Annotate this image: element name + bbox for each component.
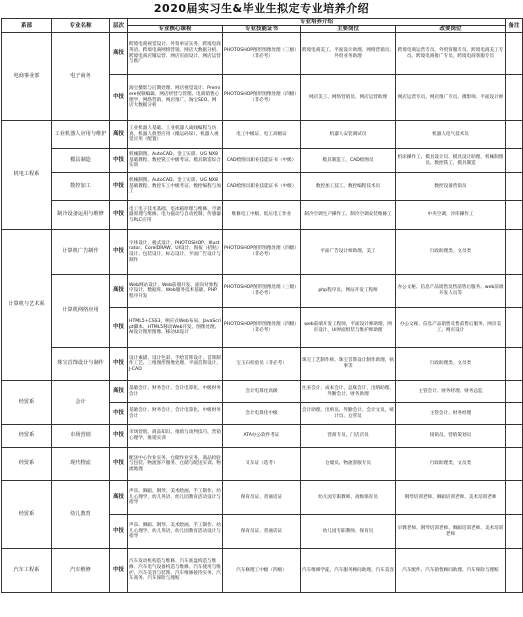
courses-cell: 市场营销、商品知识、推销与谈判技巧、营销心理学、推销实训 — [128, 425, 223, 448]
courses-cell: 跨境电商视觉设计、外贸单证实务、跨境电商英语、跨境电商网络营销、网店大数据分析、跨境电商店铺运营、网店页面设计、网店运营与推广 — [128, 33, 223, 75]
jobs-cell: 机器人安装调试员 — [301, 121, 396, 149]
jobs-cell: 营商专员、门店店员 — [301, 425, 396, 448]
remarks-cell — [506, 381, 523, 403]
system-cell: 计算机与艺术系 — [2, 230, 52, 381]
level-cell: 高技 — [110, 381, 128, 403]
level-cell: 中技 — [110, 149, 128, 173]
remarks-cell — [506, 33, 523, 75]
system-cell: 汽车工程系 — [2, 549, 52, 593]
table-row — [2, 348, 523, 381]
major-cell: 模具制造 — [52, 149, 110, 173]
courses-cell: 电工电子技术基础、电冰箱原理与维修、空调器原理与维修、电力拖动与自动控制、传感器与PLC应用 — [128, 201, 223, 230]
remarks-cell — [506, 121, 523, 149]
positions-cell: 数控设备营销员 — [396, 173, 506, 201]
positions-cell: 办公文秘、信息产品销售及售前售后服务、网页美工、网页设计 — [396, 308, 506, 348]
jobs-cell: 跨境电商美工、平面设计助理、网络营销员、外贸业务助理 — [301, 33, 396, 75]
positions-cell: 主管会计、财务经理 — [396, 403, 506, 425]
jobs-cell: 制冷空调生产操作工、制冷空调安装维修工 — [301, 201, 396, 230]
positions-cell: 汽车配件、汽车销售顾问助理、汽车保险与理赔 — [396, 549, 506, 593]
courses-cell: 汽车发动机构造与维修、汽车底盘构造与维修、汽车电气设备构造与维修、汽车使用与维护、汽车美容与装饰、汽车维修接待实务、汽车商务、汽车保险与理赔 — [128, 549, 223, 593]
courses-cell: Web网站设计、Web前端开发、面向对象程序设计、数据库、Web服务技术基础、PHP程序开发 — [128, 275, 223, 308]
remarks-cell — [506, 173, 523, 201]
header-certs: 专业技能证书 — [223, 26, 301, 33]
table-row — [2, 481, 523, 515]
level-cell: 中技 — [110, 308, 128, 348]
certs-cell: 汽车修理工中级（四级） — [223, 549, 301, 593]
courses-cell: 淘宝摄影与后期处理、网店视觉设计、Premiere视频编辑、网店经营与管理、电商销售心理学、网络营销、网店推广、淘宝SEO、网店大数据分析 — [128, 75, 223, 121]
header-major: 专业名称 — [52, 19, 110, 33]
header-system: 系部 — [2, 19, 52, 33]
courses-cell: 机械制图、AutoCAD、金工实训、UG NX8基础教程、数控铣工中级考证、模具制造综合实训 — [128, 149, 223, 173]
level-cell: 中技 — [110, 515, 128, 549]
major-cell: 数控加工 — [52, 173, 110, 201]
courses-cell: 基础会计、财务会计、会计电算化、中级财务会计 — [128, 403, 223, 425]
system-cell: 经贸系 — [2, 425, 52, 448]
jobs-cell: 平面广告设计师助理、美工 — [301, 230, 396, 275]
courses-cell: 字体设计、板式设计、PHOTOSHOP、Illustrator、CorelDRAW、UI设计、海报（招贴）设计、包装设计、标志设计、平面广告设计与制作 — [128, 230, 223, 275]
major-cell: 汽车维修 — [52, 549, 110, 593]
major-cell: 制冷设备运用与维修 — [52, 201, 110, 230]
level-cell: 高技 — [110, 275, 128, 308]
level-cell: 高技 — [110, 33, 128, 75]
level-cell: 中技 — [110, 448, 128, 481]
positions-cell: 主管会计、财务经理、财务总监 — [396, 381, 506, 403]
certs-cell: PHOTOSHOP图形图像处理（四级）（非必考） — [223, 308, 301, 348]
table-row — [2, 33, 523, 75]
table-row — [2, 230, 523, 275]
courses-cell: 声乐、舞蹈、钢琴、美术绘画、手工制作、幼儿心理学、幼儿英语、幼儿园教育活动设计与指导 — [128, 515, 223, 549]
remarks-cell — [506, 481, 523, 515]
remarks-cell — [506, 515, 523, 549]
certs-cell: PHOTOSHOP图形图像处理（四级）（非必考） — [223, 230, 301, 275]
positions-cell: 网店运营专员、网店推广专员、摄影师、平面设计师 — [396, 75, 506, 121]
certs-cell: 叉车证（选考） — [223, 448, 301, 481]
table-row — [2, 425, 523, 448]
remarks-cell — [506, 448, 523, 481]
level-cell: 中技 — [110, 425, 128, 448]
system-cell: 经贸系 — [2, 481, 52, 549]
remarks-cell — [506, 201, 523, 230]
remarks-cell — [506, 549, 523, 593]
table-row — [2, 549, 523, 593]
jobs-cell: php程序员、网站开发工程师 — [301, 275, 396, 308]
positions-cell: 机床操作工、模具设计员、模具设计助理、机械制图员、数控铣工、模具制造 — [396, 149, 506, 173]
level-cell: 中技 — [110, 201, 128, 230]
positions-cell: 钢琴培训老师、舞蹈培训老师、美术培训老师 — [396, 481, 506, 515]
jobs-cell: 幼儿园专职教师、保育员 — [301, 515, 396, 549]
certs-cell: PHOTOSHOP图形图像处理（三级）（非必考） — [223, 275, 301, 308]
system-cell: 经贸系 — [2, 448, 52, 481]
jobs-cell: 幼儿园专职教师、高级保育员 — [301, 481, 396, 515]
header-group: 专业培养介绍 — [128, 19, 506, 26]
remarks-cell — [506, 230, 523, 275]
jobs-cell: 仓储员、物流客服专员 — [301, 448, 396, 481]
certs-cell: 会计电算化高级 — [223, 381, 301, 403]
positions-cell: 接销员、营销策划员 — [396, 425, 506, 448]
positions-cell: 机器人电气技术员 — [396, 121, 506, 149]
table-row — [2, 381, 523, 403]
courses-cell: 基础会计、财务会计、会计电算化、中级财务会计 — [128, 381, 223, 403]
courses-cell: 配送中心作业实务、仓储作业实务、商品检验与包装、物流客户服务、仓储与配送实训、物流地理 — [128, 448, 223, 481]
header-courses: 专业核心课程 — [128, 26, 223, 33]
positions-cell: 跨境电商运营专员、外贸客服专员、跨境电商美工专员、跨境电商推广专员、跨境电商客服专员 — [396, 33, 506, 75]
major-cell: 工业机器人应用与维护 — [52, 121, 110, 149]
system-cell: 机电工程系 — [2, 121, 52, 230]
jobs-cell: 网店美工、网络营销员、网店运营助理 — [301, 75, 396, 121]
jobs-cell: 珠宝工艺制作师、珠宝首饰设计制作助理、执事等 — [301, 348, 396, 381]
jobs-cell: 会计助理、出纳员、外勤会计、会计文员、统计员、仓管员 — [301, 403, 396, 425]
level-cell: 中技 — [110, 75, 128, 121]
certs-cell: 保育员证、普通话证 — [223, 481, 301, 515]
major-cell: 计算机广告制作 — [52, 230, 110, 275]
remarks-cell — [506, 275, 523, 308]
remarks-cell — [506, 348, 523, 381]
courses-cell: 声乐、舞蹈、钢琴、美术绘画、手工制作、幼儿心理学、幼儿英语、幼儿园教育活动设计与指导 — [128, 481, 223, 515]
certs-cell: PHOTOSHOP图形图像处理（四级）（非必考） — [223, 75, 301, 121]
major-cell: 计算机网络应用 — [52, 275, 110, 348]
header-level: 层次 — [110, 19, 128, 33]
level-cell: 中技 — [110, 549, 128, 593]
certs-cell: 会计电算化中级 — [223, 403, 301, 425]
level-cell: 中技 — [110, 173, 128, 201]
header-remarks: 备注 — [506, 19, 523, 33]
major-cell: 市场营销 — [52, 425, 110, 448]
certs-cell: 维修电工中级、低压电工作业 — [223, 201, 301, 230]
remarks-cell — [506, 149, 523, 173]
table-row — [2, 173, 523, 201]
positions-cell: 办公文秘、信息产品销售及售前售后服务、web前端开发人员等 — [396, 275, 506, 308]
remarks-cell — [506, 308, 523, 348]
level-cell: 中技 — [110, 348, 128, 381]
positions-cell: 行政助理类、文员类 — [396, 348, 506, 381]
positions-cell: 行政助理类、文员类 — [396, 230, 506, 275]
remarks-cell — [506, 425, 523, 448]
table-row — [2, 149, 523, 173]
positions-cell: 中央空调、冷库操作工 — [396, 201, 506, 230]
level-cell: 中技 — [110, 403, 128, 425]
table-row — [2, 448, 523, 481]
system-cell: 电商事业部 — [2, 33, 52, 121]
certs-cell: CAD绘图员职业技能证书（中级） — [223, 149, 301, 173]
major-cell: 现代物流 — [52, 448, 110, 481]
page-title: 2020届实习生&毕业生拟定专业培养介绍 — [153, 2, 370, 15]
courses-cell: 工业机器人基础、工业机器人离线编程与仿真、机器人典型应用（搬运码垛）、机器人视觉应用（配置） — [128, 121, 223, 149]
courses-cell: 机械制图、AutoCAD、金工实训、UG NX8基础教程、数控车工中级考证、数控编程与加工 — [128, 173, 223, 201]
positions-cell: 早教老师、钢琴培训老师、舞蹈培训老师、美术培训老师 — [396, 515, 506, 549]
certs-cell: 宝玉石检验员（非必考） — [223, 348, 301, 381]
major-cell: 电子商务 — [52, 33, 110, 121]
curriculum-table — [1, 18, 523, 593]
courses-cell: 设计素描、设计色彩、手绘首饰设计、首饰制作工艺、三维图形图像处理、平面首饰设计、J-CAD — [128, 348, 223, 381]
table-row — [2, 121, 523, 149]
major-cell: 会计 — [52, 381, 110, 425]
jobs-cell: 数控加工技工、数控编程技术员 — [301, 173, 396, 201]
certs-cell: PHOTOSHOP图形图像处理（三级）（非必考） — [223, 33, 301, 75]
jobs-cell: 模具制造工、CAD绘图员 — [301, 149, 396, 173]
level-cell: 高技 — [110, 121, 128, 149]
header-jobs: 主要岗位 — [301, 26, 396, 33]
major-cell: 珠宝首饰设计与制作 — [52, 348, 110, 381]
jobs-cell: 汽车维修学徒、汽车服务顾问助理、汽车美容 — [301, 549, 396, 593]
jobs-cell: 往来会计、成本会计、总账会计、出纳助理、外勤会计、财务助理 — [301, 381, 396, 403]
certs-cell: CAD绘图员职业技能证书（中级） — [223, 173, 301, 201]
positions-cell: 行政助理类、文员类 — [396, 448, 506, 481]
major-cell: 幼儿教育 — [52, 481, 110, 549]
remarks-cell — [506, 75, 523, 121]
certs-cell: 保育员证、普通话证 — [223, 515, 301, 549]
certs-cell: 电工中级证、电工高级证 — [223, 121, 301, 149]
system-cell: 经贸系 — [2, 381, 52, 425]
table-row — [2, 275, 523, 308]
courses-cell: HTML5+CSS3、响应式Web布局、JavaScript脚本、HTML5移动Web开发、图像处理、AI设计图形图像、移动UI设计 — [128, 308, 223, 348]
certs-cell: ATA办公软件考证 — [223, 425, 301, 448]
remarks-cell — [506, 403, 523, 425]
level-cell: 高技 — [110, 481, 128, 515]
table-row — [2, 201, 523, 230]
header-positions: 改要岗位 — [396, 26, 506, 33]
level-cell: 中技 — [110, 230, 128, 275]
jobs-cell: web前端开发工程师、平面设计师助理、网页设计、UI界面组装与维护师助理 — [301, 308, 396, 348]
